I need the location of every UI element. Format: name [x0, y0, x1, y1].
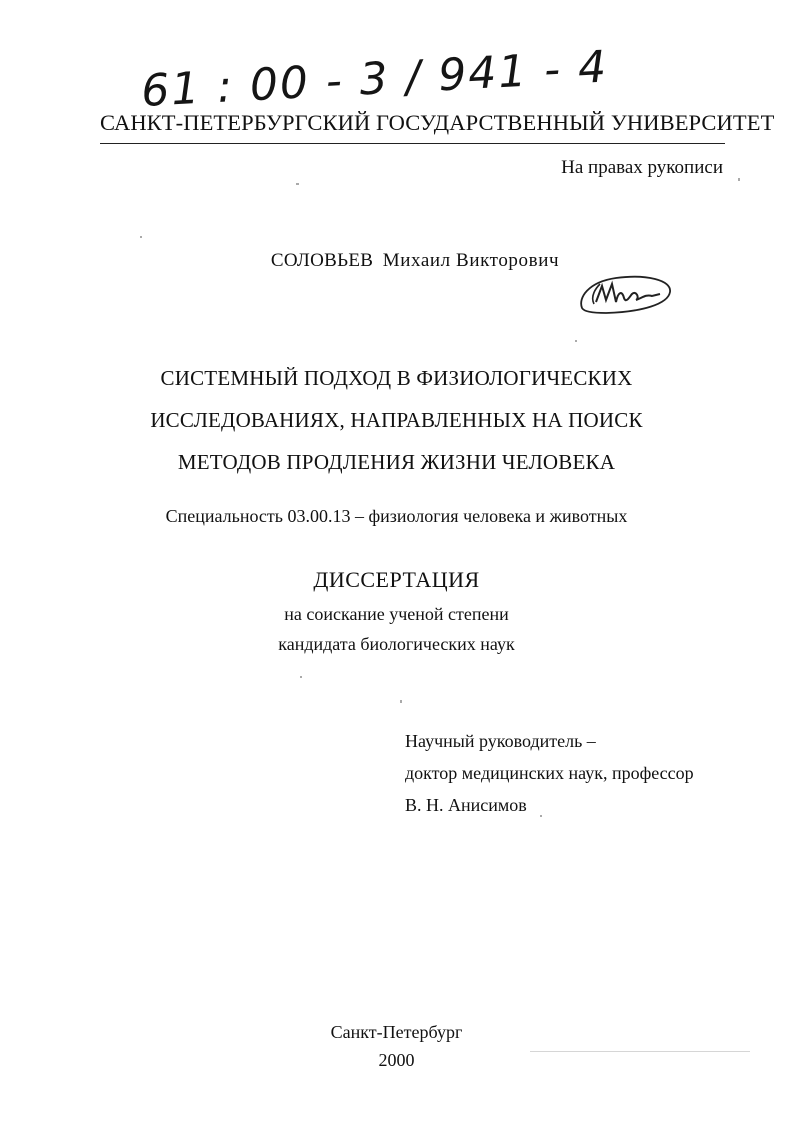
rights-note: На правах рукописи	[561, 157, 723, 178]
university-name: САНКТ-ПЕТЕРБУРГСКИЙ ГОСУДАРСТВЕННЫЙ УНИВЕРСИТЕТ	[100, 110, 775, 135]
scan-speck	[300, 676, 302, 678]
year: 2000	[378, 1050, 415, 1070]
author-line	[0, 250, 793, 272]
city: Санкт-Петербург	[330, 1022, 463, 1042]
scan-speck	[140, 236, 142, 238]
author-surname: СОЛОВЬЕВ	[270, 250, 374, 271]
dissertation-field-line: кандидата биологических наук	[278, 634, 515, 654]
title-line-1: СИСТЕМНЫЙ ПОДХОД В ФИЗИОЛОГИЧЕСКИХ	[160, 366, 633, 390]
supervisor-name: В. Н. Анисимов	[405, 795, 527, 815]
title-line-2: ИССЛЕДОВАНИЯХ, НАПРАВЛЕННЫХ НА ПОИСК	[150, 408, 643, 432]
scan-speck	[540, 815, 542, 817]
specialty: Специальность 03.00.13 – физиология человека и животных	[165, 506, 628, 526]
author-given-names: Михаил Викторович	[382, 250, 560, 271]
author-signature-icon	[576, 268, 674, 320]
archive-code-handwritten: 61 : 00 - 3 / 941 - 4	[140, 41, 610, 117]
scan-speck	[400, 700, 402, 703]
header-divider	[100, 143, 725, 144]
dissertation-degree-line: на соискание ученой степени	[284, 604, 509, 624]
supervisor-role: Научный руководитель –	[405, 731, 596, 751]
title-line-3: МЕТОДОВ ПРОДЛЕНИЯ ЖИЗНИ ЧЕЛОВЕКА	[177, 450, 616, 474]
scan-streak	[530, 1051, 750, 1052]
scan-speck	[738, 178, 740, 181]
scan-speck	[296, 183, 299, 185]
dissertation-heading: ДИССЕРТАЦИЯ	[313, 567, 480, 592]
supervisor-degree: доктор медицинских наук, профессор	[405, 763, 694, 783]
scan-speck	[575, 340, 577, 342]
